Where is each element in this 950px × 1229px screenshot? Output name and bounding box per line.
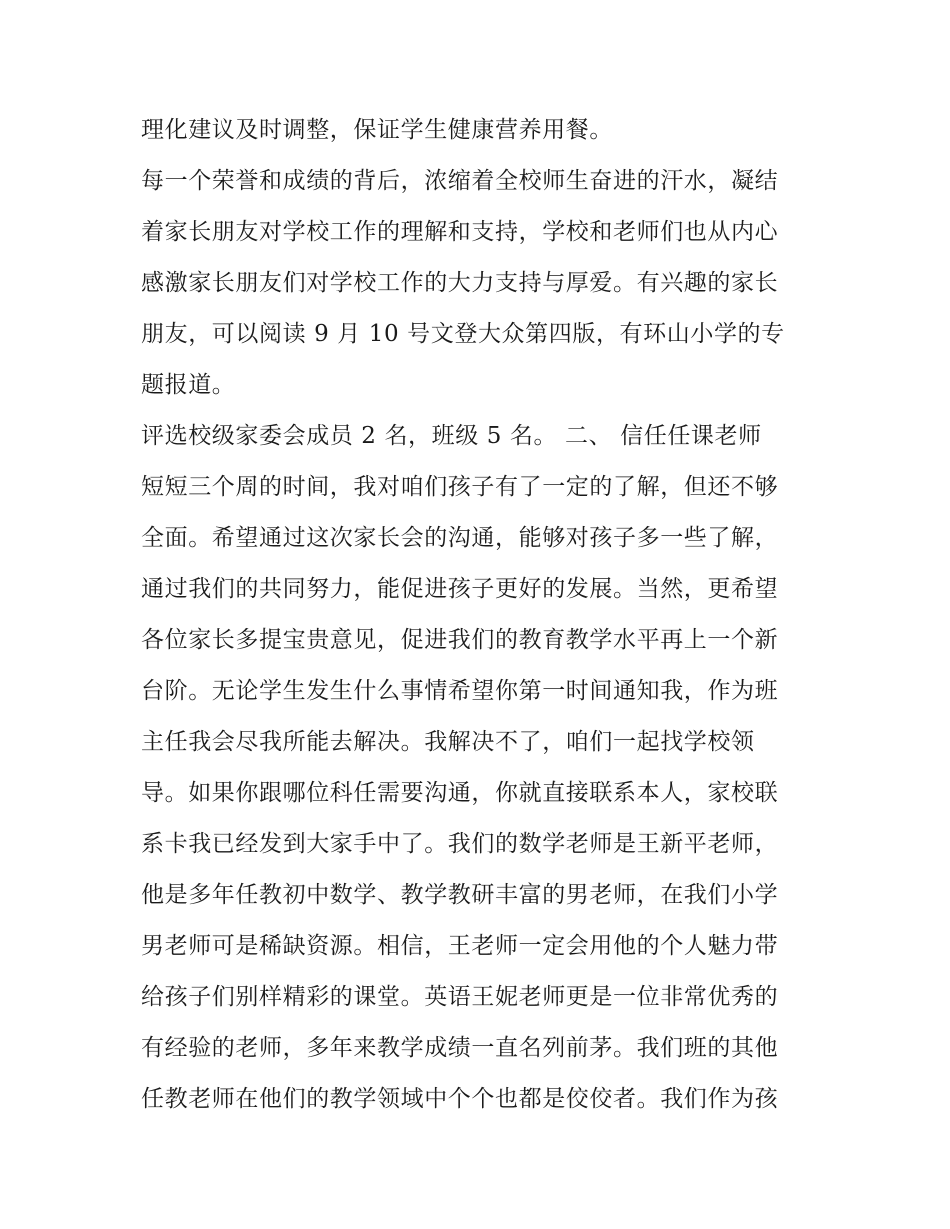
text-line: 着家长朋友对学校工作的理解和支持，学校和老师们也从内心 [141, 219, 779, 245]
text-line: 给孩子们别样精彩的课堂。英语王妮老师更是一位非常优秀的 [141, 984, 779, 1010]
text-line: 感激家长朋友们对学校工作的大力支持与厚爱。有兴趣的家长 [141, 270, 779, 296]
text-line: 通过我们的共同努力，能促进孩子更好的发展。当然，更希望 [141, 576, 779, 602]
text-line: 每一个荣誉和成绩的背后，浓缩着全校师生奋进的汗水，凝结 [141, 168, 779, 194]
text-line: 全面。希望通过这次家长会的沟通，能够对孩子多一些了解， [141, 525, 779, 551]
text-line: 理化建议及时调整，保证学生健康营养用餐。 [141, 117, 613, 143]
text-line: 短短三个周的时间，我对咱们孩子有了一定的了解，但还不够 [141, 474, 779, 500]
text-line: 系卡我已经发到大家手中了。我们的数学老师是王新平老师， [141, 831, 779, 857]
text-line: 朋友，可以阅读 9 月 10 号文登大众第四版，有环山小学的专 [141, 321, 785, 347]
text-line: 任教老师在他们的教学领域中个个也都是佼佼者。我们作为孩 [141, 1086, 779, 1112]
text-line: 导。如果你跟哪位科任需要沟通，你就直接联系本人，家校联 [141, 780, 779, 806]
body-text [141, 108, 821, 1128]
text-line: 他是多年任教初中数学、教学教研丰富的男老师，在我们小学 [141, 882, 779, 908]
text-line: 男老师可是稀缺资源。相信，王老师一定会用他的个人魅力带 [141, 933, 779, 959]
text-line: 有经验的老师，多年来教学成绩一直名列前茅。我们班的其他 [141, 1035, 779, 1061]
text-line: 主任我会尽我所能去解决。我解决不了，咱们一起找学校领 [141, 729, 755, 755]
text-line: 台阶。无论学生发生什么事情希望你第一时间通知我，作为班 [141, 678, 779, 704]
text-line: 评选校级家委会成员 2 名，班级 5 名。 二、 信任任课老师 [141, 423, 762, 449]
text-line: 各位家长多提宝贵意见，促进我们的教育教学水平再上一个新 [141, 627, 779, 653]
text-line: 题报道。 [141, 372, 236, 398]
